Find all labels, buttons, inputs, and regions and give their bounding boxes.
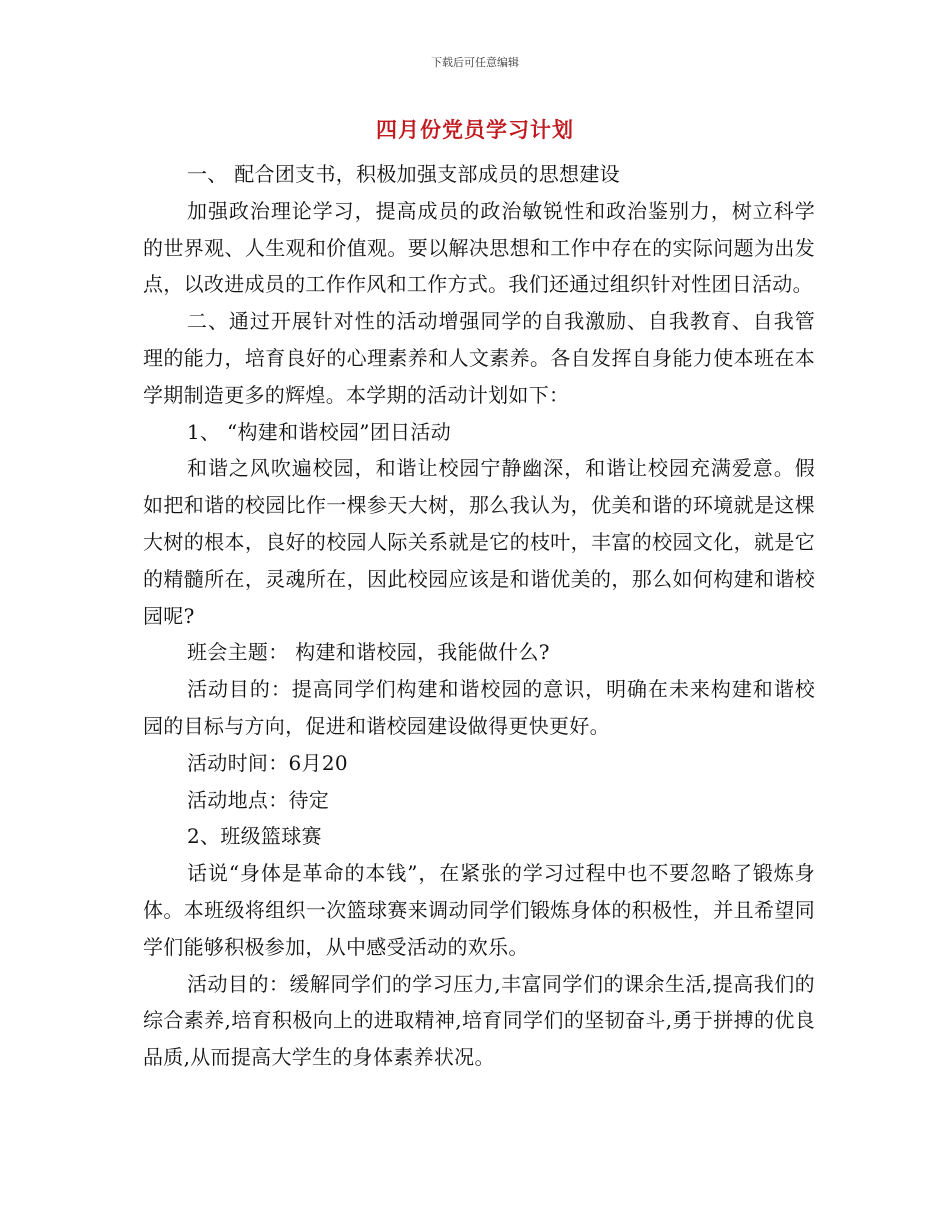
activity-heading-2: 2、班级篮球赛 — [187, 824, 322, 849]
page-header: 下载后可任意编辑 — [431, 56, 519, 69]
activity-purpose: 活动目的：提高同学们构建和谐校园的意识，明确在未来构建和谐校园的目标与方向，促进和谐校园建设做得更快更好。 — [143, 677, 815, 738]
section-heading-1: 一、 配合团支书，积极加强支部成员的思想建设 — [187, 162, 620, 186]
activity-purpose: 活动目的：缓解同学们的学习压力,丰富同学们的课余生活,提高我们的综合素养,培育积极向上的进取精神,培育同学们的坚韧奋斗,勇于拼搏的优良品质,从而提高大学生的身体素养状况。 — [143, 971, 815, 1070]
activity-heading-1: 1、 “构建和谐校园”团日活动 — [187, 419, 452, 444]
paragraph: 和谐之风吹遍校园，和谐让校园宁静幽深，和谐让校园充满爱意。假如把和谐的校园比作一棵参天大树，那么我认为，优美和谐的环境就是这棵大树的根本，良好的校园人际关系就是它的枝叶，丰富的校园文化，就是它的精髓所在，灵魂所在，因此校园应该是和谐优美的，那么如何构建和谐校园呢? — [143, 456, 815, 628]
section-heading-2: 二、通过开展针对性的活动增强同学的自我激励、自我教育、自我管理的能力，培育良好的心理素养和人文素养。各自发挥自身能力使本班在本学期制造更多的辉煌。本学期的活动计划如下： — [143, 309, 815, 407]
paragraph: 话说“身体是革命的本钱”，在紧张的学习过程中也不要忽略了锻炼身体。本班级将组织一次篮球赛来调动同学们锻炼身体的积极性，并且希望同学们能够积极参加，从中感受活动的欢乐。 — [143, 861, 815, 959]
meeting-theme: 班会主题： 构建和谐校园，我能做什么? — [187, 640, 550, 665]
activity-location: 活动地点：待定 — [187, 787, 330, 812]
activity-time: 活动时间：6月20 — [187, 750, 348, 775]
document-title: 四月份党员学习计划 — [376, 118, 574, 142]
paragraph: 加强政治理论学习，提高成员的政治敏锐性和政治鉴别力，树立科学的世界观、人生观和价值观。要以解决思想和工作中存在的实际问题为出发点，以改进成员的工作作风和工作方式。我们还通过组织针对性团日活动。 — [143, 198, 815, 297]
document-body — [143, 156, 815, 1076]
